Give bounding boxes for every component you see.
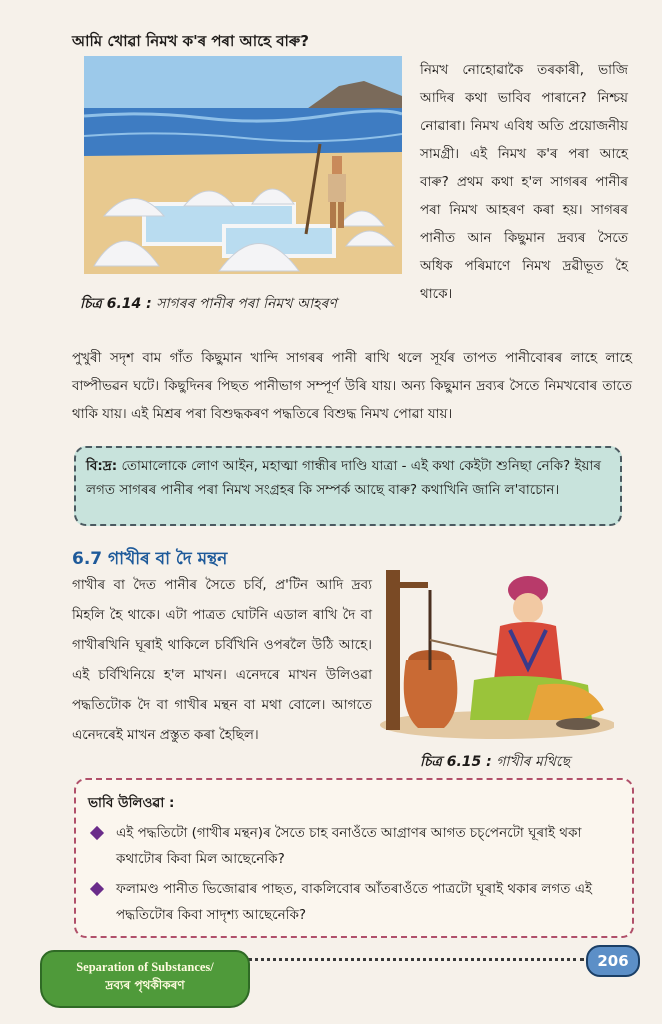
churning-paragraph: গাখীৰ বা দৈত পানীৰ সৈতে চৰ্বি, প্ৰ'টিন আদি দ্ৰব্য মিহলি হৈ থাকে। এটা পাত্ৰত ঘোটনি এডাল ৰাখি দৈ বা গাখীৰখিনি ঘূৰাই থাকিলে চৰ্বিখিনি ওপৰলৈ উঠি আহে। এই চৰ্বিখিনিয়ে হ'ল মাখন। এনেদৰে মাখন উলিওৱা পদ্ধতিটোক দৈ বা গাখীৰ মন্থন বা মথা বোলে। আগতে এনেদৰেই মাখন প্ৰস্তুত কৰা হৈছিল। — [72, 577, 372, 743]
salt-intro-paragraph: নিমখ নোহোৱাকৈ তৰকাৰী, ভাজি আদিৰ কথা ভাবিব পাৰানে? নিশ্চয় নোৱাৰা। নিমখ এবিধ অতি প্ৰয়োজনীয় সামগ্ৰী। এই নিমখ ক'ৰ পৰা আহে বাৰু? প্ৰথম কথা হ'ল সাগৰৰ পানীৰ পৰা নিমখ আহৰণ কৰা হয়। সাগৰৰ পানীত আন কিছুমান দ্ৰব্যৰ সৈতে অধিক পৰিমাণে নিমখ দ্ৰৱীভূত হৈ থাকে। — [420, 62, 628, 302]
figure-caption-text: সাগৰৰ পানীৰ পৰা নিমখ আহৰণ — [156, 296, 337, 312]
footer-divider — [248, 958, 584, 961]
note-box — [74, 446, 622, 526]
diamond-bullet-icon — [90, 826, 104, 840]
note-text: তোমালোকে লোণ আইন, মহাত্মা গান্ধীৰ দাণ্ডি যাত্ৰা - এই কথা কেইটা শুনিছা নেকি? ইয়াৰ লগত সাগৰৰ পানীৰ পৰা নিমখ সংগ্ৰহৰ কি সম্পৰ্ক আছে বাৰু? কথাখিনি জানি ল'বাচোন। — [86, 458, 601, 498]
question-heading: আমি খোৱা নিমখ ক'ৰ পৰা আহে বাৰু? — [72, 32, 309, 50]
chapter-footer-tab — [40, 950, 250, 1008]
evaporation-paragraph: পুখুৰী সদৃশ বাম গাঁত কিছুমান খান্দি সাগৰৰ পানী ৰাখি থলে সূৰ্যৰ তাপত পানীবোৰৰ লাহে লাহে বাষ্পীভৱন ঘটে। কিছুদিনৰ পিছত পানীভাগ সম্পূৰ্ণ উৰি যায়। অন্য কিছুমান দ্ৰব্যৰ সৈতে নিমখবোৰ তাতে থাকি যায়। এই মিশ্ৰৰ পৰা বিশুদ্ধকৰণ পদ্ধতিৰে বিশুদ্ধ নিমখ পোৱা যায়। — [72, 350, 632, 422]
figure-number: চিত্ৰ 6.15 : — [420, 754, 492, 770]
section-title: 6.7 গাখীৰ বা দৈ মন্থন — [72, 549, 228, 569]
diamond-bullet-icon — [90, 882, 104, 896]
note-label: বি:দ্ৰ: — [86, 458, 118, 474]
think-box-title: ভাবি উলিওৱা : — [88, 795, 175, 811]
think-item-text: এই পদ্ধতিটো (গাখীৰ মন্থন)ৰ সৈতে চাহ বনাওঁতে আগ্ৰাণৰ আগত চচ্‌পেনটো ঘূৰাই থকা কথাটোৰ কিবা মিল আছেনেকি? — [116, 825, 582, 867]
figure-caption-text: গাখীৰ মথিছে — [496, 754, 570, 770]
think-item — [88, 820, 620, 872]
think-item-text: ফলামণ্ড পানীত ভিজোৱাৰ পাছত, বাকলিবোৰ আঁতৰাওঁতে পাত্ৰটো ঘূৰাই থকাৰ লগত এই পদ্ধতিটোৰ কিবা সাদৃশ্য আছেনেকি? — [116, 881, 592, 923]
chapter-title-assamese: দ্ৰব্যৰ পৃথকীকৰণ — [105, 978, 185, 992]
think-box — [74, 778, 634, 938]
figure-number: চিত্ৰ 6.14 : — [80, 296, 152, 312]
chapter-title-english: Separation of Substances/ — [76, 960, 214, 974]
page-number: 206 — [586, 945, 640, 977]
think-item — [88, 876, 620, 928]
figure-6-14-caption — [80, 292, 337, 316]
woman-churning-curd-illustration — [378, 560, 614, 740]
salt-pans-illustration — [84, 56, 402, 274]
figure-6-15-caption — [420, 750, 570, 774]
